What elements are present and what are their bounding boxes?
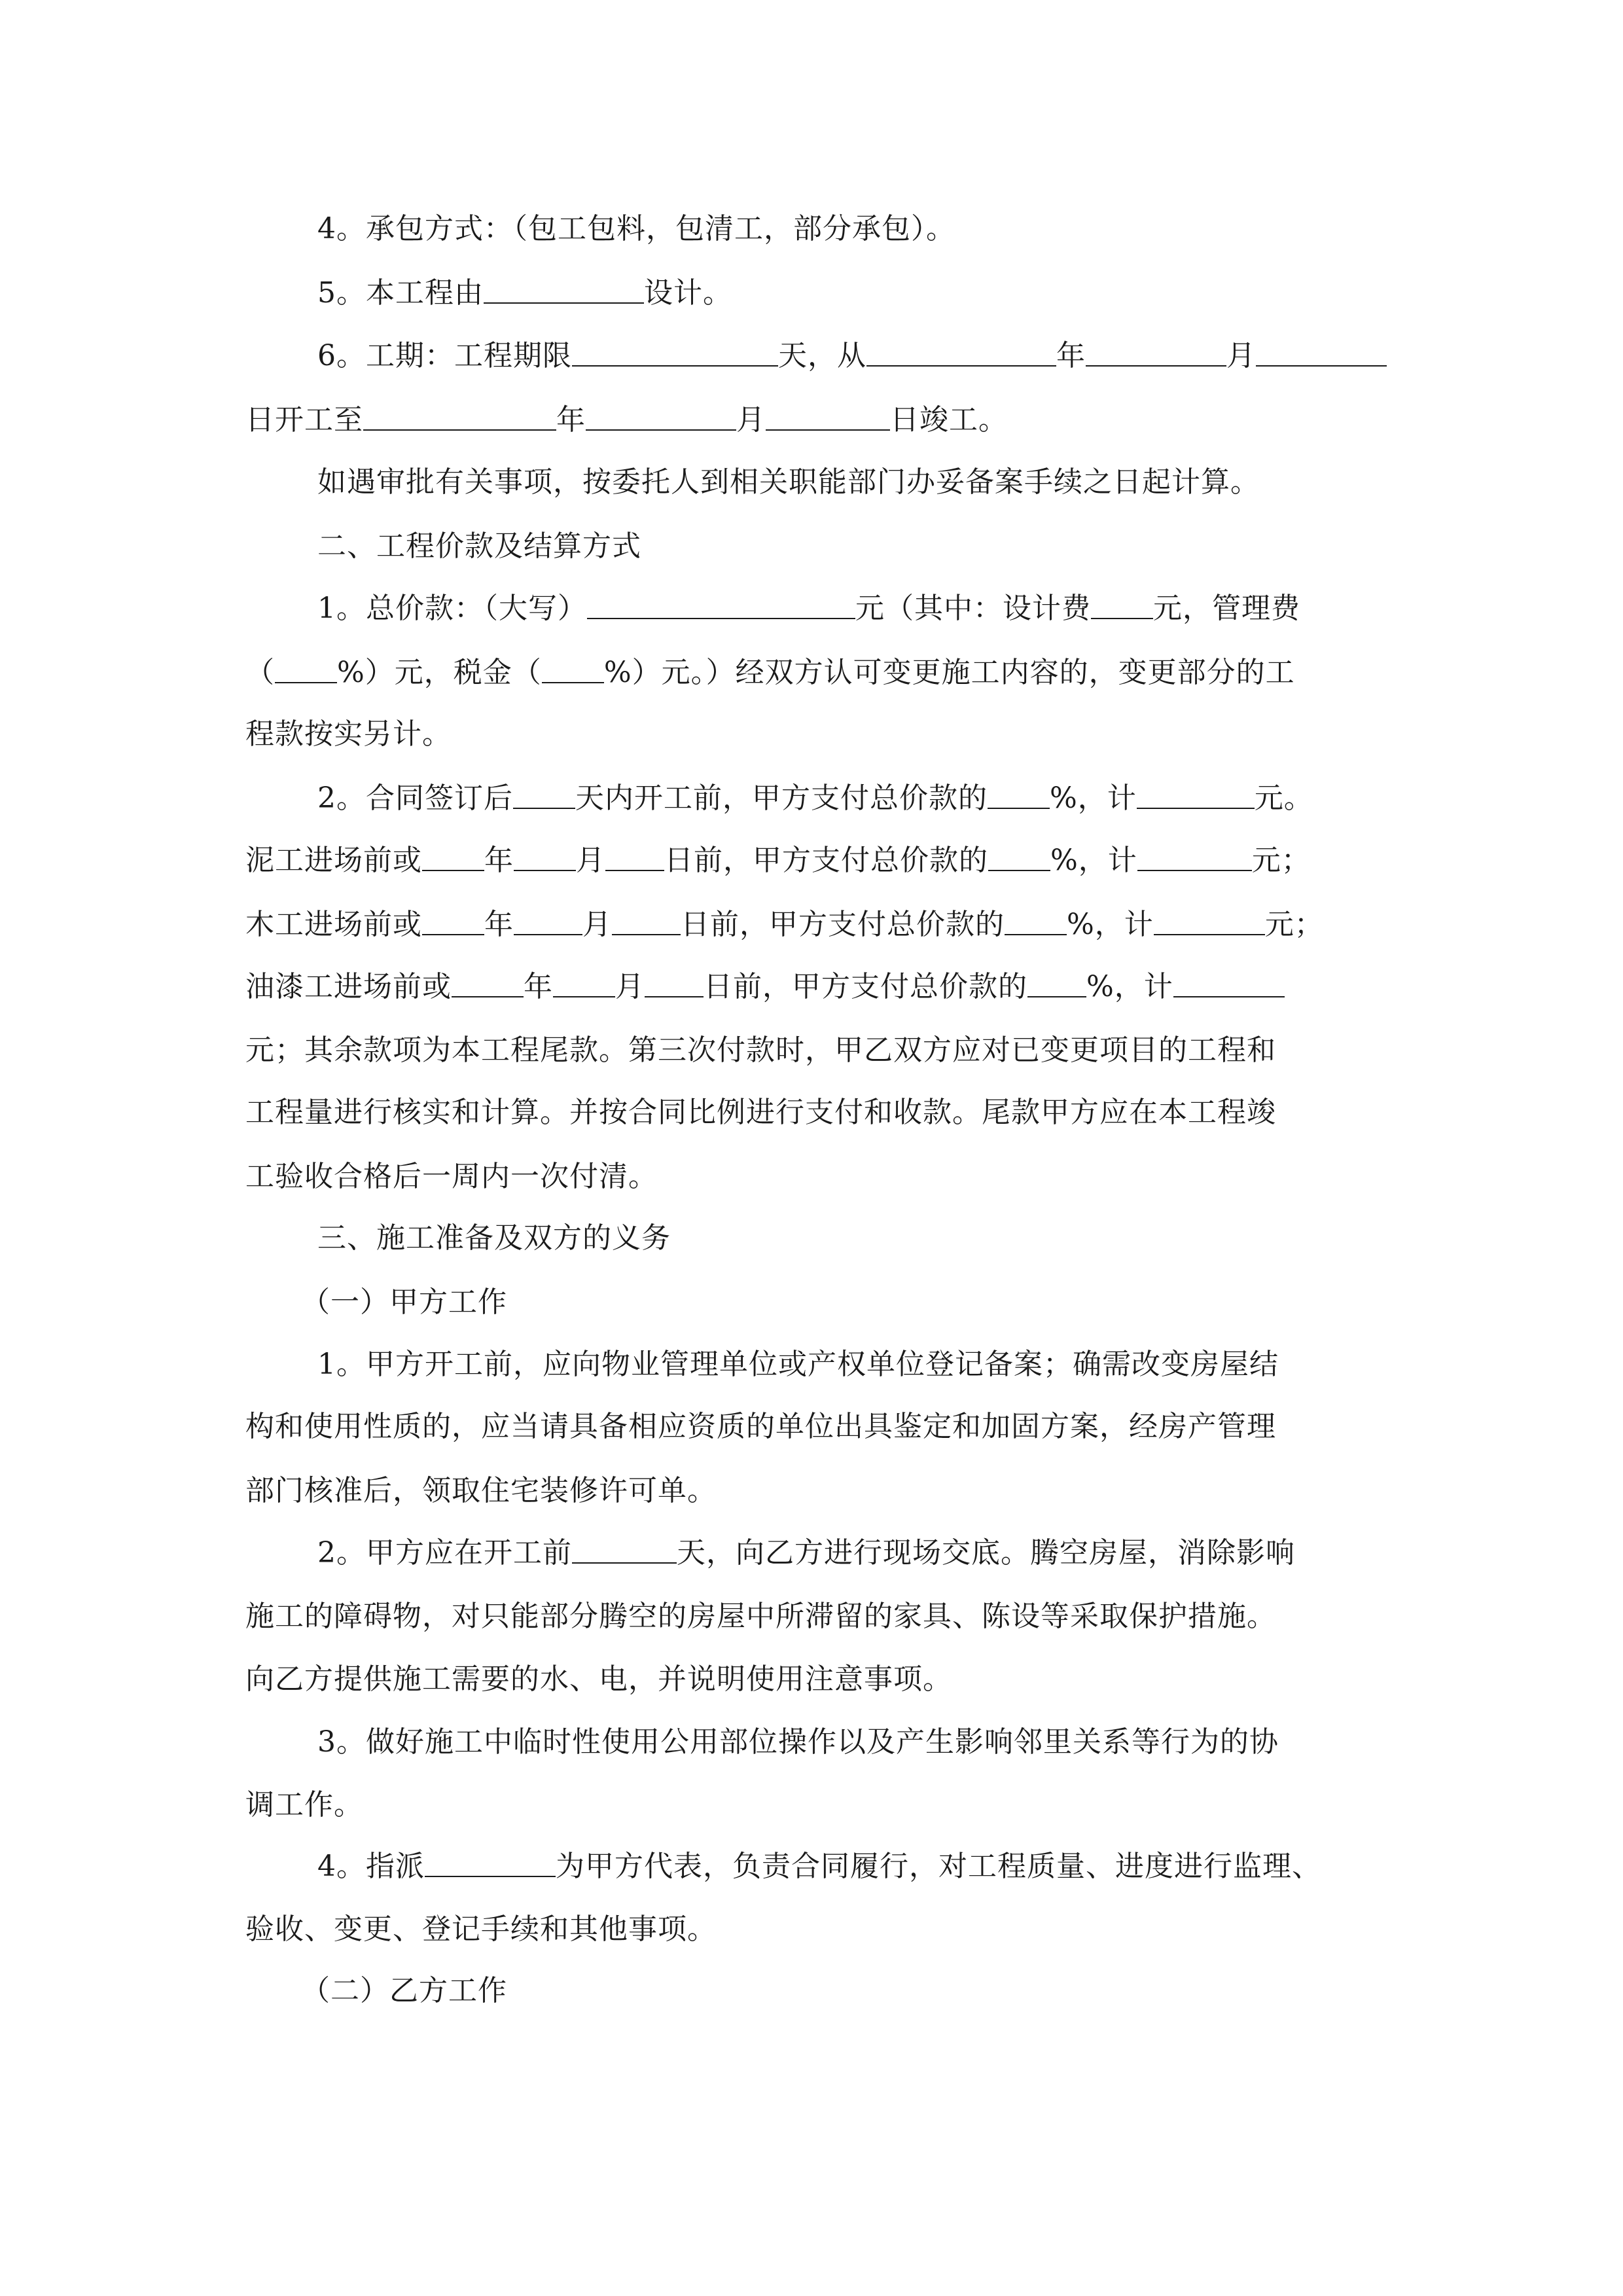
text-segment: 木工进场前或 xyxy=(245,908,422,941)
text-line xyxy=(317,779,1313,818)
subsection-heading xyxy=(301,1971,507,2011)
section-heading xyxy=(317,1219,671,1258)
text-segment: 月 xyxy=(576,844,605,877)
text-segment: 月 xyxy=(1226,339,1256,372)
text-line xyxy=(245,1910,717,1949)
text-segment: 天，向乙方进行现场交底。腾空房屋，消除影响 xyxy=(677,1536,1295,1570)
text-segment: 5。本工程由 xyxy=(317,276,484,310)
text-segment: 程款按实另计。 xyxy=(245,717,452,751)
blank-underline[interactable] xyxy=(1086,336,1226,367)
text-line xyxy=(317,209,955,249)
text-segment: 工验收合格后一周内一次付清。 xyxy=(245,1160,658,1193)
text-segment: 向乙方提供施工需要的水、电，并说明使用注意事项。 xyxy=(245,1662,952,1696)
text-segment: 1。甲方开工前，应向物业管理单位或产权单位登记备案；确需改变房屋结 xyxy=(317,1348,1279,1381)
blank-underline[interactable] xyxy=(514,905,582,935)
blank-underline[interactable] xyxy=(363,401,556,431)
blank-underline[interactable] xyxy=(422,905,484,935)
text-line xyxy=(245,653,1295,692)
blank-underline[interactable] xyxy=(1005,905,1067,935)
text-segment: 年 xyxy=(484,908,514,941)
text-line xyxy=(317,336,1387,376)
blank-underline[interactable] xyxy=(1091,589,1153,619)
text-segment: （ xyxy=(245,656,275,689)
text-segment: %）元，税金（ xyxy=(337,656,542,689)
text-line xyxy=(245,715,452,754)
text-segment: 2。合同签订后 xyxy=(317,781,513,815)
text-line xyxy=(245,1785,363,1825)
text-segment: 三、施工准备及双方的义务 xyxy=(317,1221,671,1255)
text-segment: 日前，甲方支付总价款的 xyxy=(664,844,988,877)
text-line xyxy=(317,589,1300,628)
text-segment: 日竣工。 xyxy=(890,403,1008,437)
blank-underline[interactable] xyxy=(1027,967,1086,997)
text-segment: 月 xyxy=(736,403,766,437)
text-segment: 月 xyxy=(582,908,612,941)
text-segment: （一）甲方工作 xyxy=(301,1285,507,1319)
blank-underline[interactable] xyxy=(484,274,644,304)
blank-underline[interactable] xyxy=(572,1534,677,1564)
section-heading xyxy=(317,527,641,566)
blank-underline[interactable] xyxy=(425,1847,556,1877)
blank-underline[interactable] xyxy=(1154,905,1265,935)
text-line xyxy=(245,1660,952,1699)
text-segment: 调工作。 xyxy=(245,1788,363,1821)
blank-underline[interactable] xyxy=(1256,336,1387,367)
blank-underline[interactable] xyxy=(513,779,575,809)
text-segment: 构和使用性质的，应当请具备相应资质的单位出具鉴定和加固方案，经房产管理 xyxy=(245,1410,1276,1443)
text-segment: 年 xyxy=(484,844,514,877)
text-segment: 年 xyxy=(524,970,553,1003)
text-line xyxy=(245,1031,1276,1070)
text-line xyxy=(245,1093,1276,1132)
blank-underline[interactable] xyxy=(553,967,615,997)
text-segment: 工程量进行核实和计算。并按合同比例进行支付和收款。尾款甲方应在本工程竣 xyxy=(245,1096,1276,1129)
text-segment: 元（其中：设计费 xyxy=(855,592,1091,625)
text-line xyxy=(245,967,1285,1007)
blank-underline[interactable] xyxy=(514,841,576,871)
text-segment: 日前，甲方支付总价款的 xyxy=(704,970,1027,1003)
text-segment: （二）乙方工作 xyxy=(301,1974,507,2007)
text-segment: 油漆工进场前或 xyxy=(245,970,452,1003)
text-segment: 年 xyxy=(556,403,586,437)
text-segment: 设计。 xyxy=(644,276,732,310)
text-segment: %）元。）经双方认可变更施工内容的，变更部分的工 xyxy=(603,656,1295,689)
text-segment: 1。总价款：（大写） xyxy=(317,592,587,625)
text-line xyxy=(245,841,1311,880)
text-segment: %，计 xyxy=(1050,844,1137,877)
text-segment: 天，从 xyxy=(778,339,866,372)
text-line xyxy=(245,1157,658,1196)
text-line xyxy=(317,1723,1279,1762)
text-line xyxy=(317,1534,1295,1573)
text-segment: 4。指派 xyxy=(317,1850,425,1883)
blank-underline[interactable] xyxy=(605,841,664,871)
blank-underline[interactable] xyxy=(988,779,1050,809)
text-line xyxy=(245,401,1008,440)
text-segment: 天内开工前，甲方支付总价款的 xyxy=(575,781,988,815)
subsection-heading xyxy=(301,1283,507,1322)
text-segment: 日开工至 xyxy=(245,403,363,437)
blank-underline[interactable] xyxy=(612,905,681,935)
text-segment: 4。承包方式：（包工包料，包清工，部分承包）。 xyxy=(317,212,955,245)
text-segment: 为甲方代表，负责合同履行，对工程质量、进度进行监理、 xyxy=(556,1850,1321,1883)
text-segment: 部门核准后，领取住宅装修许可单。 xyxy=(245,1474,717,1507)
text-segment: 2。甲方应在开工前 xyxy=(317,1536,572,1570)
blank-underline[interactable] xyxy=(586,401,736,431)
text-line xyxy=(317,274,732,313)
blank-underline[interactable] xyxy=(866,336,1056,367)
text-line xyxy=(245,905,1324,944)
blank-underline[interactable] xyxy=(645,967,704,997)
text-line xyxy=(317,1345,1279,1384)
text-segment: %，计 xyxy=(1086,970,1173,1003)
text-segment: 日前，甲方支付总价款的 xyxy=(681,908,1005,941)
text-segment: 泥工进场前或 xyxy=(245,844,422,877)
blank-underline[interactable] xyxy=(988,841,1050,871)
text-segment: 年 xyxy=(1056,339,1086,372)
text-segment: 3。做好施工中临时性使用公用部位操作以及产生影响邻里关系等行为的协 xyxy=(317,1725,1279,1759)
text-segment: 6。工期：工程期限 xyxy=(317,339,572,372)
text-segment: 月 xyxy=(615,970,645,1003)
blank-underline[interactable] xyxy=(422,841,484,871)
blank-underline[interactable] xyxy=(587,589,855,619)
text-segment: 元，管理费 xyxy=(1153,592,1300,625)
text-line xyxy=(317,463,1260,502)
text-segment: 元； xyxy=(1251,844,1311,877)
text-segment: 验收、变更、登记手续和其他事项。 xyxy=(245,1912,717,1946)
text-segment: 元；其余款项为本工程尾款。第三次付款时，甲乙双方应对已变更项目的工程和 xyxy=(245,1033,1276,1067)
text-line xyxy=(245,1597,1276,1636)
text-line xyxy=(245,1471,717,1511)
blank-underline[interactable] xyxy=(1137,841,1252,871)
blank-underline[interactable] xyxy=(542,653,604,683)
text-segment: 元。 xyxy=(1254,781,1313,815)
text-segment: %，计 xyxy=(1050,781,1137,815)
blank-underline[interactable] xyxy=(572,336,778,367)
text-line xyxy=(245,1407,1276,1446)
blank-underline[interactable] xyxy=(1137,779,1255,809)
blank-underline[interactable] xyxy=(766,401,890,431)
text-line xyxy=(317,1847,1321,1886)
text-segment: 二、工程价款及结算方式 xyxy=(317,529,641,563)
text-segment: 如遇审批有关事项，按委托人到相关职能部门办妥备案手续之日起计算。 xyxy=(317,465,1260,499)
blank-underline[interactable] xyxy=(452,967,524,997)
blank-underline[interactable] xyxy=(275,653,337,683)
blank-underline[interactable] xyxy=(1173,967,1285,997)
text-segment: %，计 xyxy=(1067,908,1154,941)
text-segment: 施工的障碍物，对只能部分腾空的房屋中所滞留的家具、陈设等采取保护措施。 xyxy=(245,1600,1276,1633)
text-segment: 元； xyxy=(1264,908,1324,941)
